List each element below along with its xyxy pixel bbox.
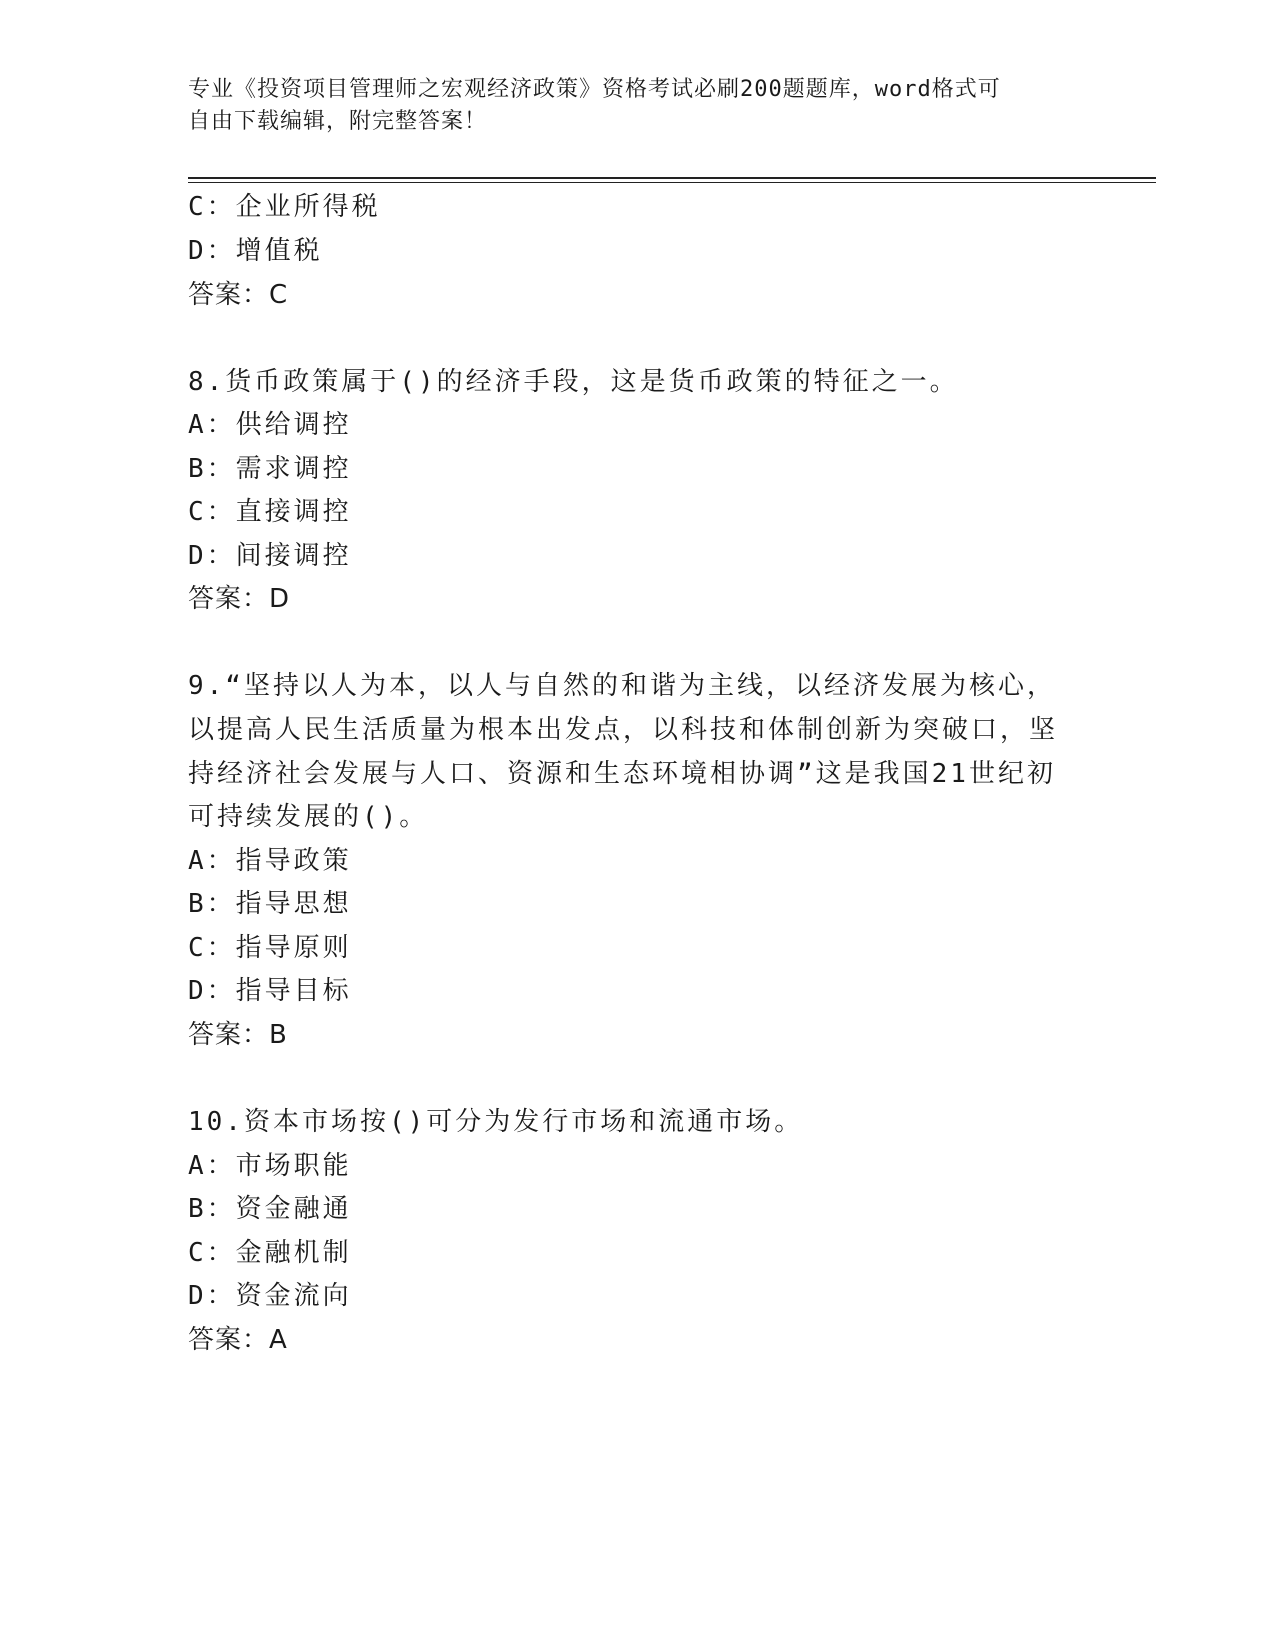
answer-line: 答案：C	[188, 280, 289, 310]
header-line-2: 自由下载编辑，附完整答案！	[188, 109, 488, 134]
question-stem-line-1: 9.“坚持以人为本，以人与自然的和谐为主线，以经济发展为核心，	[188, 671, 1056, 701]
option-c: C：企业所得税	[188, 192, 381, 222]
option-d: D：增值税	[188, 236, 323, 266]
answer-line: 答案：A	[188, 1325, 288, 1355]
option-b: B：指导思想	[188, 889, 352, 919]
option-d: D：指导目标	[188, 976, 352, 1006]
header-rule-thick	[188, 177, 1156, 179]
option-a: A：市场职能	[188, 1151, 352, 1181]
question-stem-line-4: 可持续发展的()。	[188, 802, 429, 832]
question-stem: 10.资本市场按()可分为发行市场和流通市场。	[188, 1107, 804, 1137]
question-stem-line-2: 以提高人民生活质量为根本出发点，以科技和体制创新为突破口，坚	[188, 715, 1059, 745]
option-d: D：间接调控	[188, 541, 352, 571]
option-a: A：供给调控	[188, 410, 352, 440]
option-d: D：资金流向	[188, 1281, 352, 1311]
question-stem-line-3: 持经济社会发展与人口、资源和生态环境相协调”这是我国21世纪初	[188, 759, 1056, 789]
option-c: C：金融机制	[188, 1238, 352, 1268]
option-b: B：资金融通	[188, 1194, 352, 1224]
option-b: B：需求调控	[188, 454, 352, 484]
answer-line: 答案：B	[188, 1020, 288, 1050]
document-header	[188, 74, 1088, 138]
answer-line: 答案：D	[188, 584, 291, 614]
option-c: C：直接调控	[188, 497, 352, 527]
option-a: A：指导政策	[188, 846, 352, 876]
question-stem: 8.货币政策属于()的经济手段，这是货币政策的特征之一。	[188, 367, 959, 397]
option-c: C：指导原则	[188, 933, 352, 963]
header-rule-thin	[188, 182, 1156, 183]
header-line-1: 专业《投资项目管理师之宏观经济政策》资格考试必刷200题题库，word格式可	[188, 77, 1001, 102]
